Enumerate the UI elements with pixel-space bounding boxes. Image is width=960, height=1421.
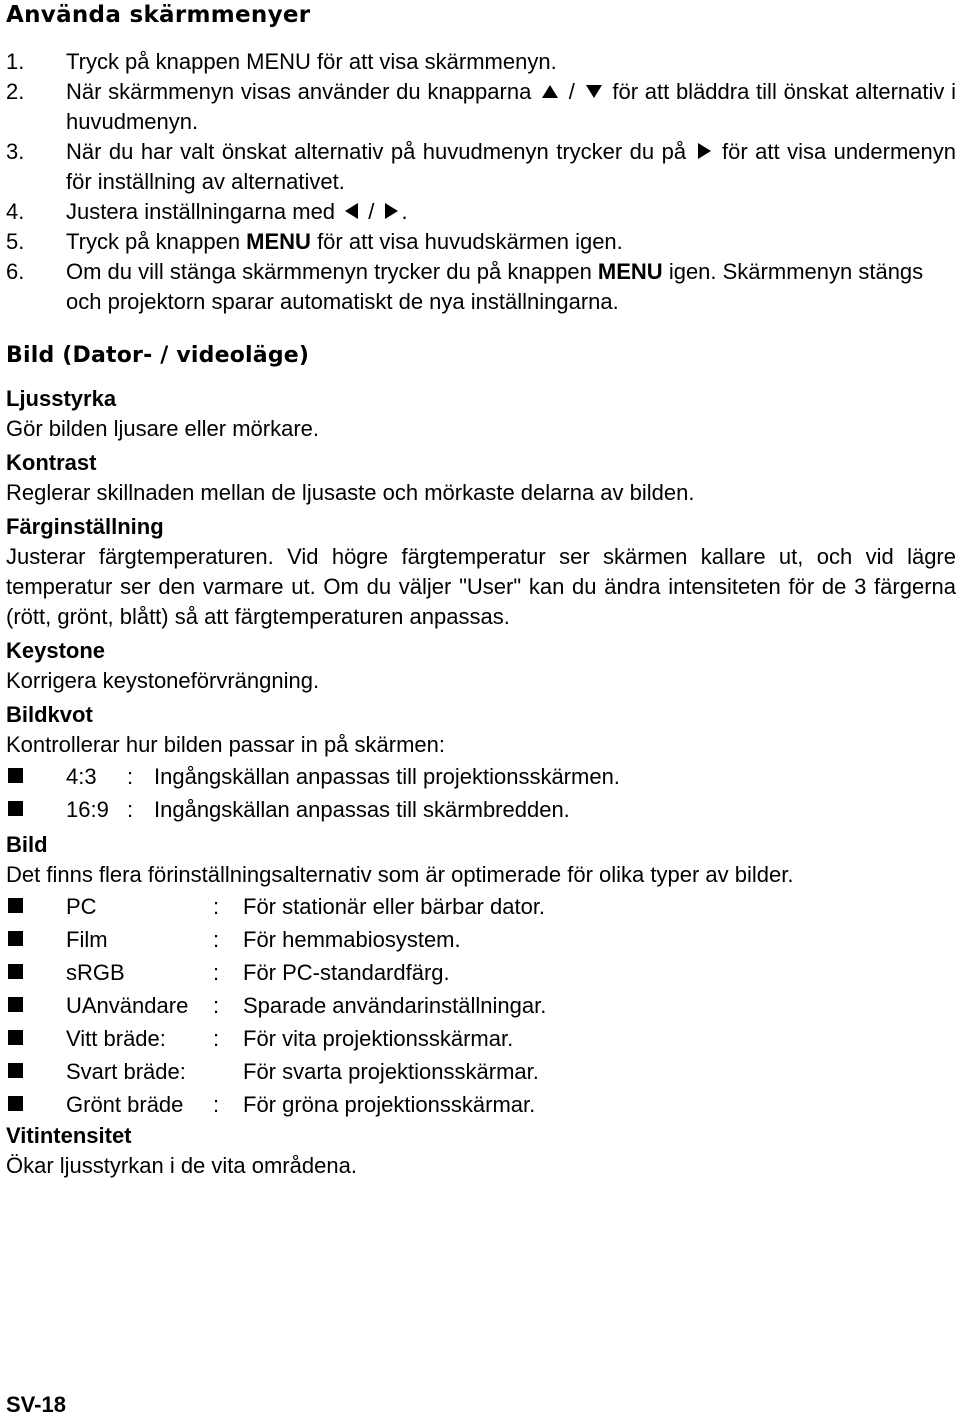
- desc-bild: Det finns flera förinställningsalternativ som är optimerade för olika typer av bilder.: [6, 862, 794, 887]
- term-bildkvot: Bildkvot: [6, 702, 93, 727]
- step-text-mid: /: [362, 199, 381, 224]
- square-bullet-icon: [8, 768, 23, 783]
- option-key: Film: [66, 927, 108, 952]
- down-arrow-icon: [586, 85, 602, 98]
- option-value: Ingångskällan anpassas till skärmbredden.: [154, 797, 570, 822]
- step-text-pre: När du har valt önskat alternativ på huvudmenyn trycker du på: [66, 139, 694, 164]
- step-number: 4.: [6, 199, 25, 224]
- steps-list: [6, 47, 956, 317]
- option-separator: :: [213, 1092, 220, 1117]
- page-number: SV-18: [6, 1392, 66, 1417]
- option-separator: :: [127, 797, 134, 822]
- desc-bildkvot: Kontrollerar hur bilden passar in på skärmen:: [6, 732, 446, 757]
- list-item: [6, 760, 956, 793]
- square-bullet-icon: [8, 931, 23, 946]
- list-item: [6, 1022, 956, 1055]
- desc-farginstallning: Justerar färgtemperaturen. Vid högre färgtemperatur ser skärmen kallare ut, och vid lägre temperatur ser den varmare ut. Om du väljer "User" kan du ändra intensiteten för de 3 färgerna (rött, grönt, blått) så att färgtemperaturen anpassas.: [6, 544, 956, 629]
- square-bullet-icon: [8, 1096, 23, 1111]
- step-text-post: .: [401, 199, 408, 224]
- step-text-post: igen. Skärmmenyn stängs och projektorn sparar automatiskt de nya inställningarna.: [66, 259, 924, 314]
- option-value: Ingångskällan anpassas till projektionsskärmen.: [154, 764, 620, 789]
- step-text-post: för att visa undermenyn för inställning av alternativet.: [66, 139, 956, 194]
- left-arrow-icon: [345, 203, 358, 219]
- step-text-mid: /: [562, 79, 582, 104]
- step-number: 5.: [6, 229, 25, 254]
- page-heading: Använda skärmmenyer: [6, 2, 311, 28]
- option-value: För gröna projektionsskärmar.: [243, 1092, 536, 1117]
- step-number: 1.: [6, 49, 25, 74]
- term-bild: Bild: [6, 832, 48, 857]
- term-keystone: Keystone: [6, 638, 106, 663]
- step-text-post: för att visa huvudskärmen igen.: [310, 229, 623, 254]
- step-3: [6, 137, 956, 197]
- square-bullet-icon: [8, 997, 23, 1012]
- step-1: [6, 47, 956, 77]
- option-key: PC: [66, 894, 97, 919]
- option-value: För vita projektionsskärmar.: [243, 1026, 514, 1051]
- step-number: 3.: [6, 139, 25, 164]
- option-value: För stationär eller bärbar dator.: [243, 894, 546, 919]
- step-6: [6, 257, 956, 317]
- term-ljusstyrka: Ljusstyrka: [6, 386, 117, 411]
- term-vitintensitet: Vitintensitet: [6, 1123, 132, 1148]
- step-text-post: för att bläddra till önskat alternativ i huvudmenyn.: [66, 79, 956, 134]
- step-text-pre: Tryck på knappen: [66, 229, 247, 254]
- option-separator: :: [213, 927, 220, 952]
- square-bullet-icon: [8, 1030, 23, 1045]
- step-4: [6, 197, 956, 227]
- desc-keystone: Korrigera keystoneförvrängning.: [6, 668, 320, 693]
- option-key: Vitt bräde:: [66, 1026, 166, 1051]
- option-key: Svart bräde:: [66, 1059, 186, 1084]
- option-separator: :: [213, 960, 220, 985]
- desc-kontrast: Reglerar skillnaden mellan de ljusaste och mörkaste delarna av bilden.: [6, 480, 695, 505]
- bildkvot-options: [6, 760, 956, 826]
- list-item: [6, 956, 956, 989]
- option-key: UAnvändare: [66, 993, 189, 1018]
- option-value: För PC-standardfärg.: [243, 960, 450, 985]
- step-number: 6.: [6, 259, 25, 284]
- section-heading: Bild (Dator- / videoläge): [6, 343, 310, 368]
- option-key: sRGB: [66, 960, 125, 985]
- list-item: [6, 923, 956, 956]
- term-farginstallning: Färginställning: [6, 514, 164, 539]
- term-kontrast: Kontrast: [6, 450, 97, 475]
- option-value: För svarta projektionsskärmar.: [243, 1059, 539, 1084]
- menu-key-label: MENU: [246, 229, 311, 254]
- settings-content: [6, 384, 956, 1181]
- list-item: [6, 890, 956, 923]
- option-separator: :: [213, 894, 220, 919]
- option-key: 4:3: [66, 764, 97, 789]
- option-separator: :: [213, 993, 220, 1018]
- option-key: 16:9: [66, 797, 109, 822]
- option-separator: :: [213, 1026, 220, 1051]
- option-separator: :: [127, 764, 134, 789]
- option-key: Grönt bräde: [66, 1092, 184, 1117]
- up-arrow-icon: [542, 85, 558, 98]
- right-arrow-icon: [698, 143, 711, 159]
- menu-key-label: MENU: [597, 259, 663, 284]
- desc-vitintensitet: Ökar ljusstyrkan i de vita områdena.: [6, 1153, 357, 1178]
- list-item: [6, 1088, 956, 1121]
- list-item: [6, 989, 956, 1022]
- step-5: [6, 227, 956, 257]
- option-value: För hemmabiosystem.: [243, 927, 461, 952]
- square-bullet-icon: [8, 964, 23, 979]
- bild-options: [6, 890, 956, 1121]
- step-text-pre: Om du vill stänga skärmmenyn trycker du på knappen: [66, 259, 598, 284]
- right-arrow-icon: [385, 203, 398, 219]
- step-text: Tryck på knappen MENU för att visa skärmmenyn.: [66, 49, 557, 74]
- list-item: [6, 793, 956, 826]
- step-text-pre: Justera inställningarna med: [66, 199, 342, 224]
- step-number: 2.: [6, 79, 25, 104]
- square-bullet-icon: [8, 801, 23, 816]
- desc-ljusstyrka: Gör bilden ljusare eller mörkare.: [6, 416, 320, 441]
- square-bullet-icon: [8, 1063, 23, 1078]
- square-bullet-icon: [8, 898, 23, 913]
- step-2: [6, 77, 956, 137]
- step-text-pre: När skärmmenyn visas använder du knapparna: [66, 79, 539, 104]
- list-item: [6, 1055, 956, 1088]
- option-value: Sparade användarinställningar.: [243, 993, 547, 1018]
